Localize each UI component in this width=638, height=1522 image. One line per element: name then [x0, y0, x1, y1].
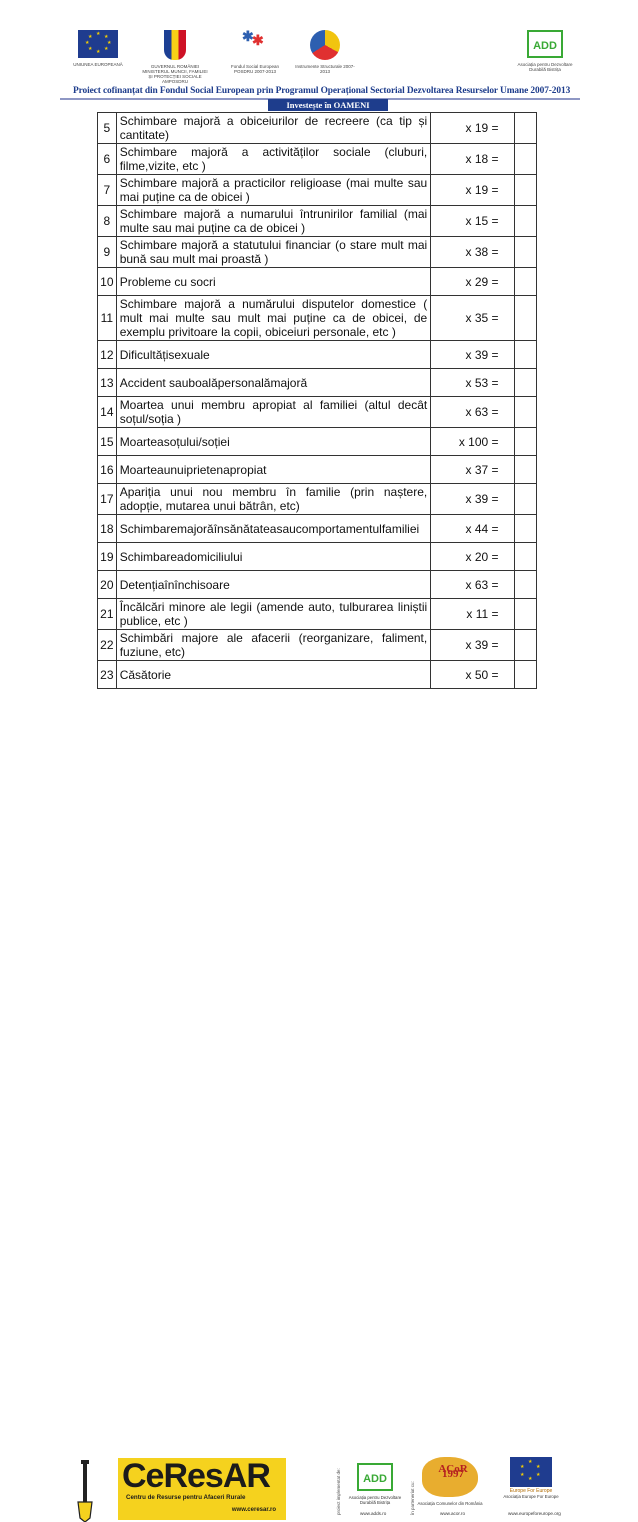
romania-coat-of-arms-icon [164, 30, 186, 60]
score-cell[interactable] [514, 397, 536, 428]
add-logo-icon: ADD [357, 1463, 393, 1491]
ceresar-logo [118, 1458, 286, 1520]
event-multiplier: x 53 = [431, 369, 514, 397]
event-multiplier: x 19 = [431, 113, 514, 144]
event-multiplier: x 38 = [431, 237, 514, 268]
ministry-logo [140, 30, 210, 84]
table-row [98, 661, 537, 689]
event-multiplier: x 50 = [431, 661, 514, 689]
partner-add-caption: Asociația pentru Dezvoltare Durabilă Bistrița [348, 1495, 402, 1505]
event-multiplier: x 29 = [431, 268, 514, 296]
score-cell[interactable] [514, 113, 536, 144]
event-multiplier: x 63 = [431, 397, 514, 428]
score-cell[interactable] [514, 369, 536, 397]
event-description: Schimbare majoră a obiceiurilor de recreere (ca tip și cantitate) [116, 113, 431, 144]
score-cell[interactable] [514, 144, 536, 175]
partner-acor-caption: Asociația Comunelor din România [417, 1501, 483, 1506]
table-row [98, 456, 537, 484]
event-multiplier: x 19 = [431, 175, 514, 206]
event-multiplier: x 20 = [431, 543, 514, 571]
partner-add [345, 1457, 405, 1513]
score-cell[interactable] [514, 296, 536, 341]
row-number: 23 [98, 661, 117, 689]
event-multiplier: x 11 = [431, 599, 514, 630]
table-row [98, 397, 537, 428]
row-number: 9 [98, 237, 117, 268]
score-cell[interactable] [514, 543, 536, 571]
eu-logo [68, 30, 128, 67]
event-multiplier: x 39 = [431, 484, 514, 515]
event-description: Probleme cu socri [116, 268, 431, 296]
event-description: Schimbare majoră a numarului întrunirilor familial (mai multe sau mai puține ca de obicei ) [116, 206, 431, 237]
table-row [98, 428, 537, 456]
event-description: Detențiaînînchisoare [116, 571, 431, 599]
table-row [98, 144, 537, 175]
row-number: 21 [98, 599, 117, 630]
life-events-table [97, 112, 537, 689]
page-footer [0, 725, 638, 1516]
row-number: 17 [98, 484, 117, 515]
score-cell[interactable] [514, 175, 536, 206]
event-multiplier: x 44 = [431, 515, 514, 543]
structural-instruments-icon [310, 30, 340, 60]
event-description: Dificultățisexuale [116, 341, 431, 369]
row-number: 12 [98, 341, 117, 369]
event-description: Schimbare majoră a activităților sociale (cluburi, filme,vizite, etc ) [116, 144, 431, 175]
event-multiplier: x 39 = [431, 341, 514, 369]
ceresar-name: CeResAR [122, 1457, 270, 1495]
table-row [98, 296, 537, 341]
row-number: 15 [98, 428, 117, 456]
score-cell[interactable] [514, 484, 536, 515]
fse-caption: Fondul Social European POSDRU 2007-2013 [230, 64, 280, 74]
event-description: Schimbare majoră a practicilor religioase (mai multe sau mai puține ca de obicei ) [116, 175, 431, 206]
eu-caption: UNIUNEA EUROPEANĂ [73, 62, 123, 67]
score-cell[interactable] [514, 237, 536, 268]
row-number: 13 [98, 369, 117, 397]
row-number: 20 [98, 571, 117, 599]
table-row [98, 341, 537, 369]
tagline: Investește în OAMENI [268, 99, 388, 111]
acor-logo-text: ACoR 1997 [438, 1463, 468, 1480]
partner-efe-caption: Asociația Europe For Europe [503, 1494, 559, 1499]
score-cell[interactable] [514, 268, 536, 296]
event-multiplier: x 39 = [431, 630, 514, 661]
score-cell[interactable] [514, 206, 536, 237]
event-description: Moarteaunuiprietenapropiat [116, 456, 431, 484]
efe-logo-text: Europe For Europe [509, 1488, 553, 1494]
event-description: Apariția unui nou membru în familie (prin naștere, adopție, mutarea unui bătrân, etc) [116, 484, 431, 515]
event-description: Moarteasoțului/soției [116, 428, 431, 456]
row-number: 10 [98, 268, 117, 296]
score-cell[interactable] [514, 599, 536, 630]
event-description: Încălcări minore ale legii (amende auto, tulburarea liniștii publice, etc ) [116, 599, 431, 630]
implementer-label: proiect implementat de: [336, 1468, 341, 1515]
page-header [0, 0, 638, 120]
table-row [98, 630, 537, 661]
add-logo [515, 30, 575, 72]
score-cell[interactable] [514, 456, 536, 484]
row-number: 14 [98, 397, 117, 428]
event-multiplier: x 18 = [431, 144, 514, 175]
table-row [98, 175, 537, 206]
partner-label: în parteneriat cu: [410, 1481, 415, 1515]
table-body [98, 113, 537, 689]
partner-acor-url[interactable]: www.acor.ro [440, 1511, 466, 1516]
table-row [98, 113, 537, 144]
partner-acor [415, 1457, 485, 1513]
table-row [98, 369, 537, 397]
score-cell[interactable] [514, 515, 536, 543]
score-cell[interactable] [514, 661, 536, 689]
score-cell[interactable] [514, 630, 536, 661]
event-description: Schimbare majoră a numărului disputelor domestice ( mult mai multe sau mult mai puține ca de obicei, de exemplu privitoare la copii, obiceiuri personale, etc ) [116, 296, 431, 341]
event-description: Schimbări majore ale afacerii (reorganizare, faliment, fuziune, etc) [116, 630, 431, 661]
partner-efe [495, 1457, 567, 1513]
table-row [98, 599, 537, 630]
instrumente-logo [295, 30, 355, 74]
acor-map-icon [422, 1457, 478, 1497]
row-number: 6 [98, 144, 117, 175]
cofinancing-banner: Proiect cofinanțat din Fondul Social European prin Programul Operațional Sectorial Dezvoltarea Resurselor Umane 2007-2013 [73, 86, 571, 96]
table-row [98, 206, 537, 237]
row-number: 11 [98, 296, 117, 341]
europe-for-europe-icon: ★ ★ ★ ★ ★ ★ [510, 1457, 552, 1487]
ceresar-subtitle: Centru de Resurse pentru Afaceri Rurale [126, 1494, 246, 1501]
shovel-icon [76, 1460, 94, 1522]
partner-add-url[interactable]: www.adds.ro [360, 1511, 387, 1516]
table-row [98, 543, 537, 571]
table-row [98, 571, 537, 599]
instrumente-caption: Instrumente Structurale 2007-2013 [295, 64, 355, 74]
event-description: Căsătorie [116, 661, 431, 689]
row-number: 18 [98, 515, 117, 543]
event-description: Schimbareadomiciliului [116, 543, 431, 571]
row-number: 8 [98, 206, 117, 237]
score-cell[interactable] [514, 571, 536, 599]
table-row [98, 237, 537, 268]
add-caption: Asociația pentru Dezvoltare Durabilă Bistrița [517, 62, 573, 72]
event-multiplier: x 37 = [431, 456, 514, 484]
row-number: 22 [98, 630, 117, 661]
row-number: 7 [98, 175, 117, 206]
ministry-caption: GUVERNUL ROMÂNIEI MINISTERUL MUNCII, FAMILIEI ȘI PROTECȚIEI SOCIALE AMPOSDRU [142, 64, 208, 84]
table-row [98, 484, 537, 515]
event-multiplier: x 63 = [431, 571, 514, 599]
score-cell[interactable] [514, 428, 536, 456]
table-row [98, 268, 537, 296]
fse-logo-icon: ✱ ✱ [242, 28, 264, 48]
event-description: Schimbare majoră a statutului financiar (o stare mult mai bună sau mult mai proastă ) [116, 237, 431, 268]
event-description: Schimbaremajorăînsănătateasaucomportamentulfamiliei [116, 515, 431, 543]
table-row [98, 515, 537, 543]
partner-efe-url[interactable]: www.europeforeurope.org [508, 1511, 561, 1516]
event-multiplier: x 15 = [431, 206, 514, 237]
add-logo-icon: ADD [527, 30, 563, 58]
ceresar-url: www.ceresar.ro [231, 1507, 276, 1513]
event-description: Accident sauboalăpersonalămajoră [116, 369, 431, 397]
fse-logo [225, 30, 285, 74]
row-number: 19 [98, 543, 117, 571]
event-description: Moartea unui membru apropiat al familiei (altul decât soțul/soția ) [116, 397, 431, 428]
row-number: 5 [98, 113, 117, 144]
eu-flag-icon: ★ ★ ★ ★ ★ ★ ★ ★ [78, 30, 118, 58]
row-number: 16 [98, 456, 117, 484]
event-multiplier: x 35 = [431, 296, 514, 341]
score-cell[interactable] [514, 341, 536, 369]
event-multiplier: x 100 = [431, 428, 514, 456]
